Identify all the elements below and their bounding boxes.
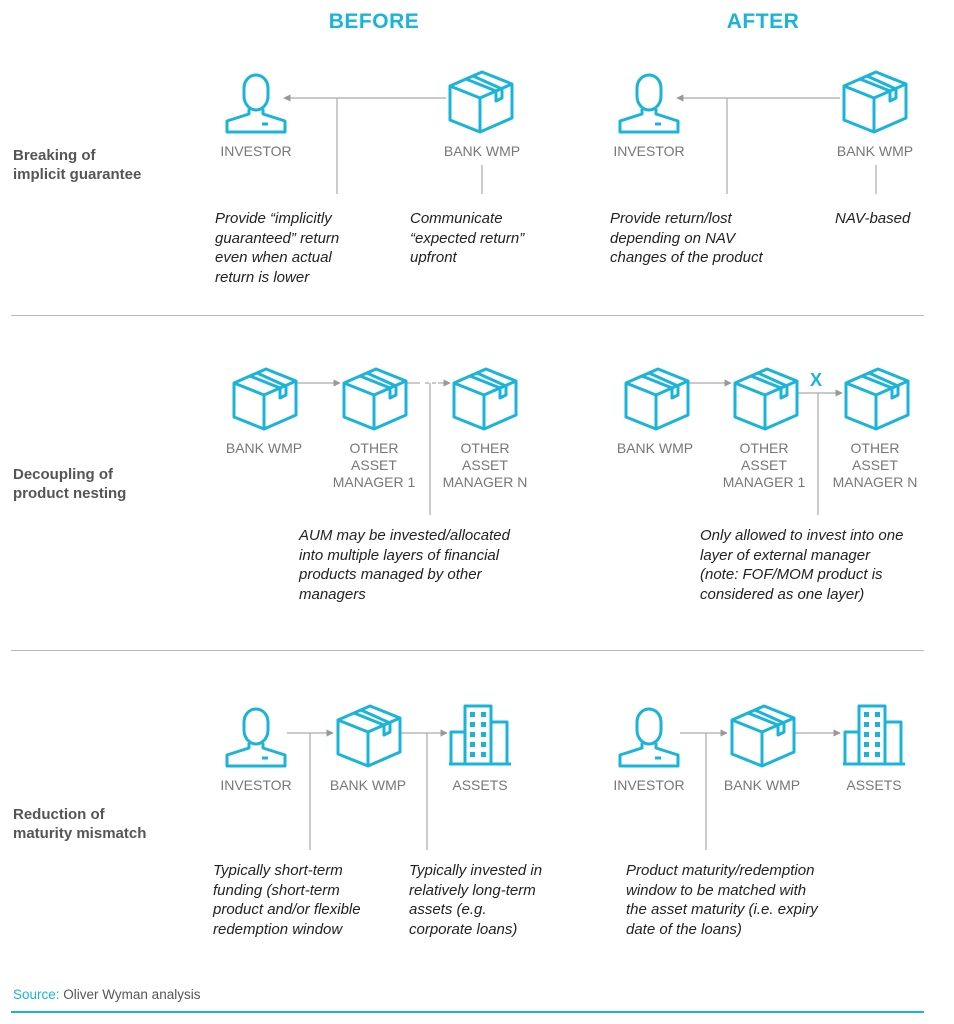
- row-label-1: Breaking of implicit guarantee: [13, 147, 142, 183]
- after-header: AFTER: [726, 10, 800, 33]
- node-assets-r3a: ASSETS: [846, 777, 902, 793]
- x-mark-icon: X: [810, 370, 823, 390]
- node-bankwmp-r3b: BANK WMP: [329, 777, 407, 793]
- before-header: BEFORE: [328, 10, 420, 33]
- bank-wmp-box-icon: [446, 68, 516, 134]
- node-investor-r1b: INVESTOR: [220, 143, 292, 159]
- source-line: [13, 987, 200, 1002]
- node-bankwmp-r3a: BANK WMP: [723, 777, 801, 793]
- note-right-r3b: Typically invested in relatively long-term assets (e.g. corporate loans): [409, 862, 543, 938]
- node-bankwmp-r2b: BANK WMP: [225, 440, 303, 456]
- investor-icon: [222, 702, 290, 768]
- row-label-2: Decoupling of product nesting: [13, 466, 127, 502]
- asset-manager-box-icon: [842, 365, 912, 431]
- note-left-r1a: Provide return/lost depending on NAV changes of the product: [610, 210, 763, 266]
- note-r3a: Product maturity/redemption window to be matched with the asset maturity (i.e. expiry date of the loans): [626, 862, 818, 938]
- bank-wmp-box-icon: [230, 365, 300, 431]
- source-text: Oliver Wyman analysis: [63, 987, 201, 1002]
- node-bankwmp-r1b: BANK WMP: [443, 143, 521, 159]
- row-separator: [11, 315, 924, 316]
- building-assets-icon: [447, 702, 513, 768]
- asset-manager-box-icon: [340, 365, 410, 431]
- investor-icon: [222, 68, 290, 134]
- node-bankwmp-r1a: BANK WMP: [836, 143, 914, 159]
- note-left-r3b: Typically short-term funding (short-term product and/or flexible redemption window: [213, 862, 361, 938]
- node-am1-r2a: OTHER ASSET MANAGER 1: [722, 440, 806, 490]
- asset-manager-box-icon: [450, 365, 520, 431]
- node-investor-r3b: INVESTOR: [220, 777, 292, 793]
- node-assets-r3b: ASSETS: [452, 777, 508, 793]
- node-bankwmp-r2a: BANK WMP: [616, 440, 694, 456]
- node-investor-r1a: INVESTOR: [613, 143, 685, 159]
- node-amn-r2a: OTHER ASSET MANAGER N: [832, 440, 918, 490]
- building-assets-icon: [841, 702, 907, 768]
- bottom-rule: [11, 1011, 924, 1013]
- note-left-r1b: Provide “implicitly guaranteed” return even when actual return is lower: [215, 210, 340, 286]
- bank-wmp-box-icon: [622, 365, 692, 431]
- source-label: Source:: [13, 987, 60, 1002]
- investor-icon: [615, 702, 683, 768]
- asset-manager-box-icon: [731, 365, 801, 431]
- investor-icon: [615, 68, 683, 134]
- bank-wmp-box-icon: [728, 702, 798, 768]
- node-investor-r3a: INVESTOR: [613, 777, 685, 793]
- note-right-r1b: Communicate “expected return” upfront: [410, 210, 525, 266]
- note-r2b: AUM may be invested/allocated into multiple layers of financial products managed by other managers: [299, 527, 510, 603]
- node-amn-r2b: OTHER ASSET MANAGER N: [442, 440, 528, 490]
- note-r2a: Only allowed to invest into one layer of external manager (note: FOF/MOM product is considered as one layer): [700, 527, 904, 603]
- row-label-3: Reduction of maturity mismatch: [13, 806, 147, 842]
- bank-wmp-box-icon: [840, 68, 910, 134]
- note-right-r1a: NAV-based: [835, 210, 911, 227]
- node-am1-r2b: OTHER ASSET MANAGER 1: [332, 440, 416, 490]
- row-separator: [11, 650, 924, 651]
- bank-wmp-box-icon: [334, 702, 404, 768]
